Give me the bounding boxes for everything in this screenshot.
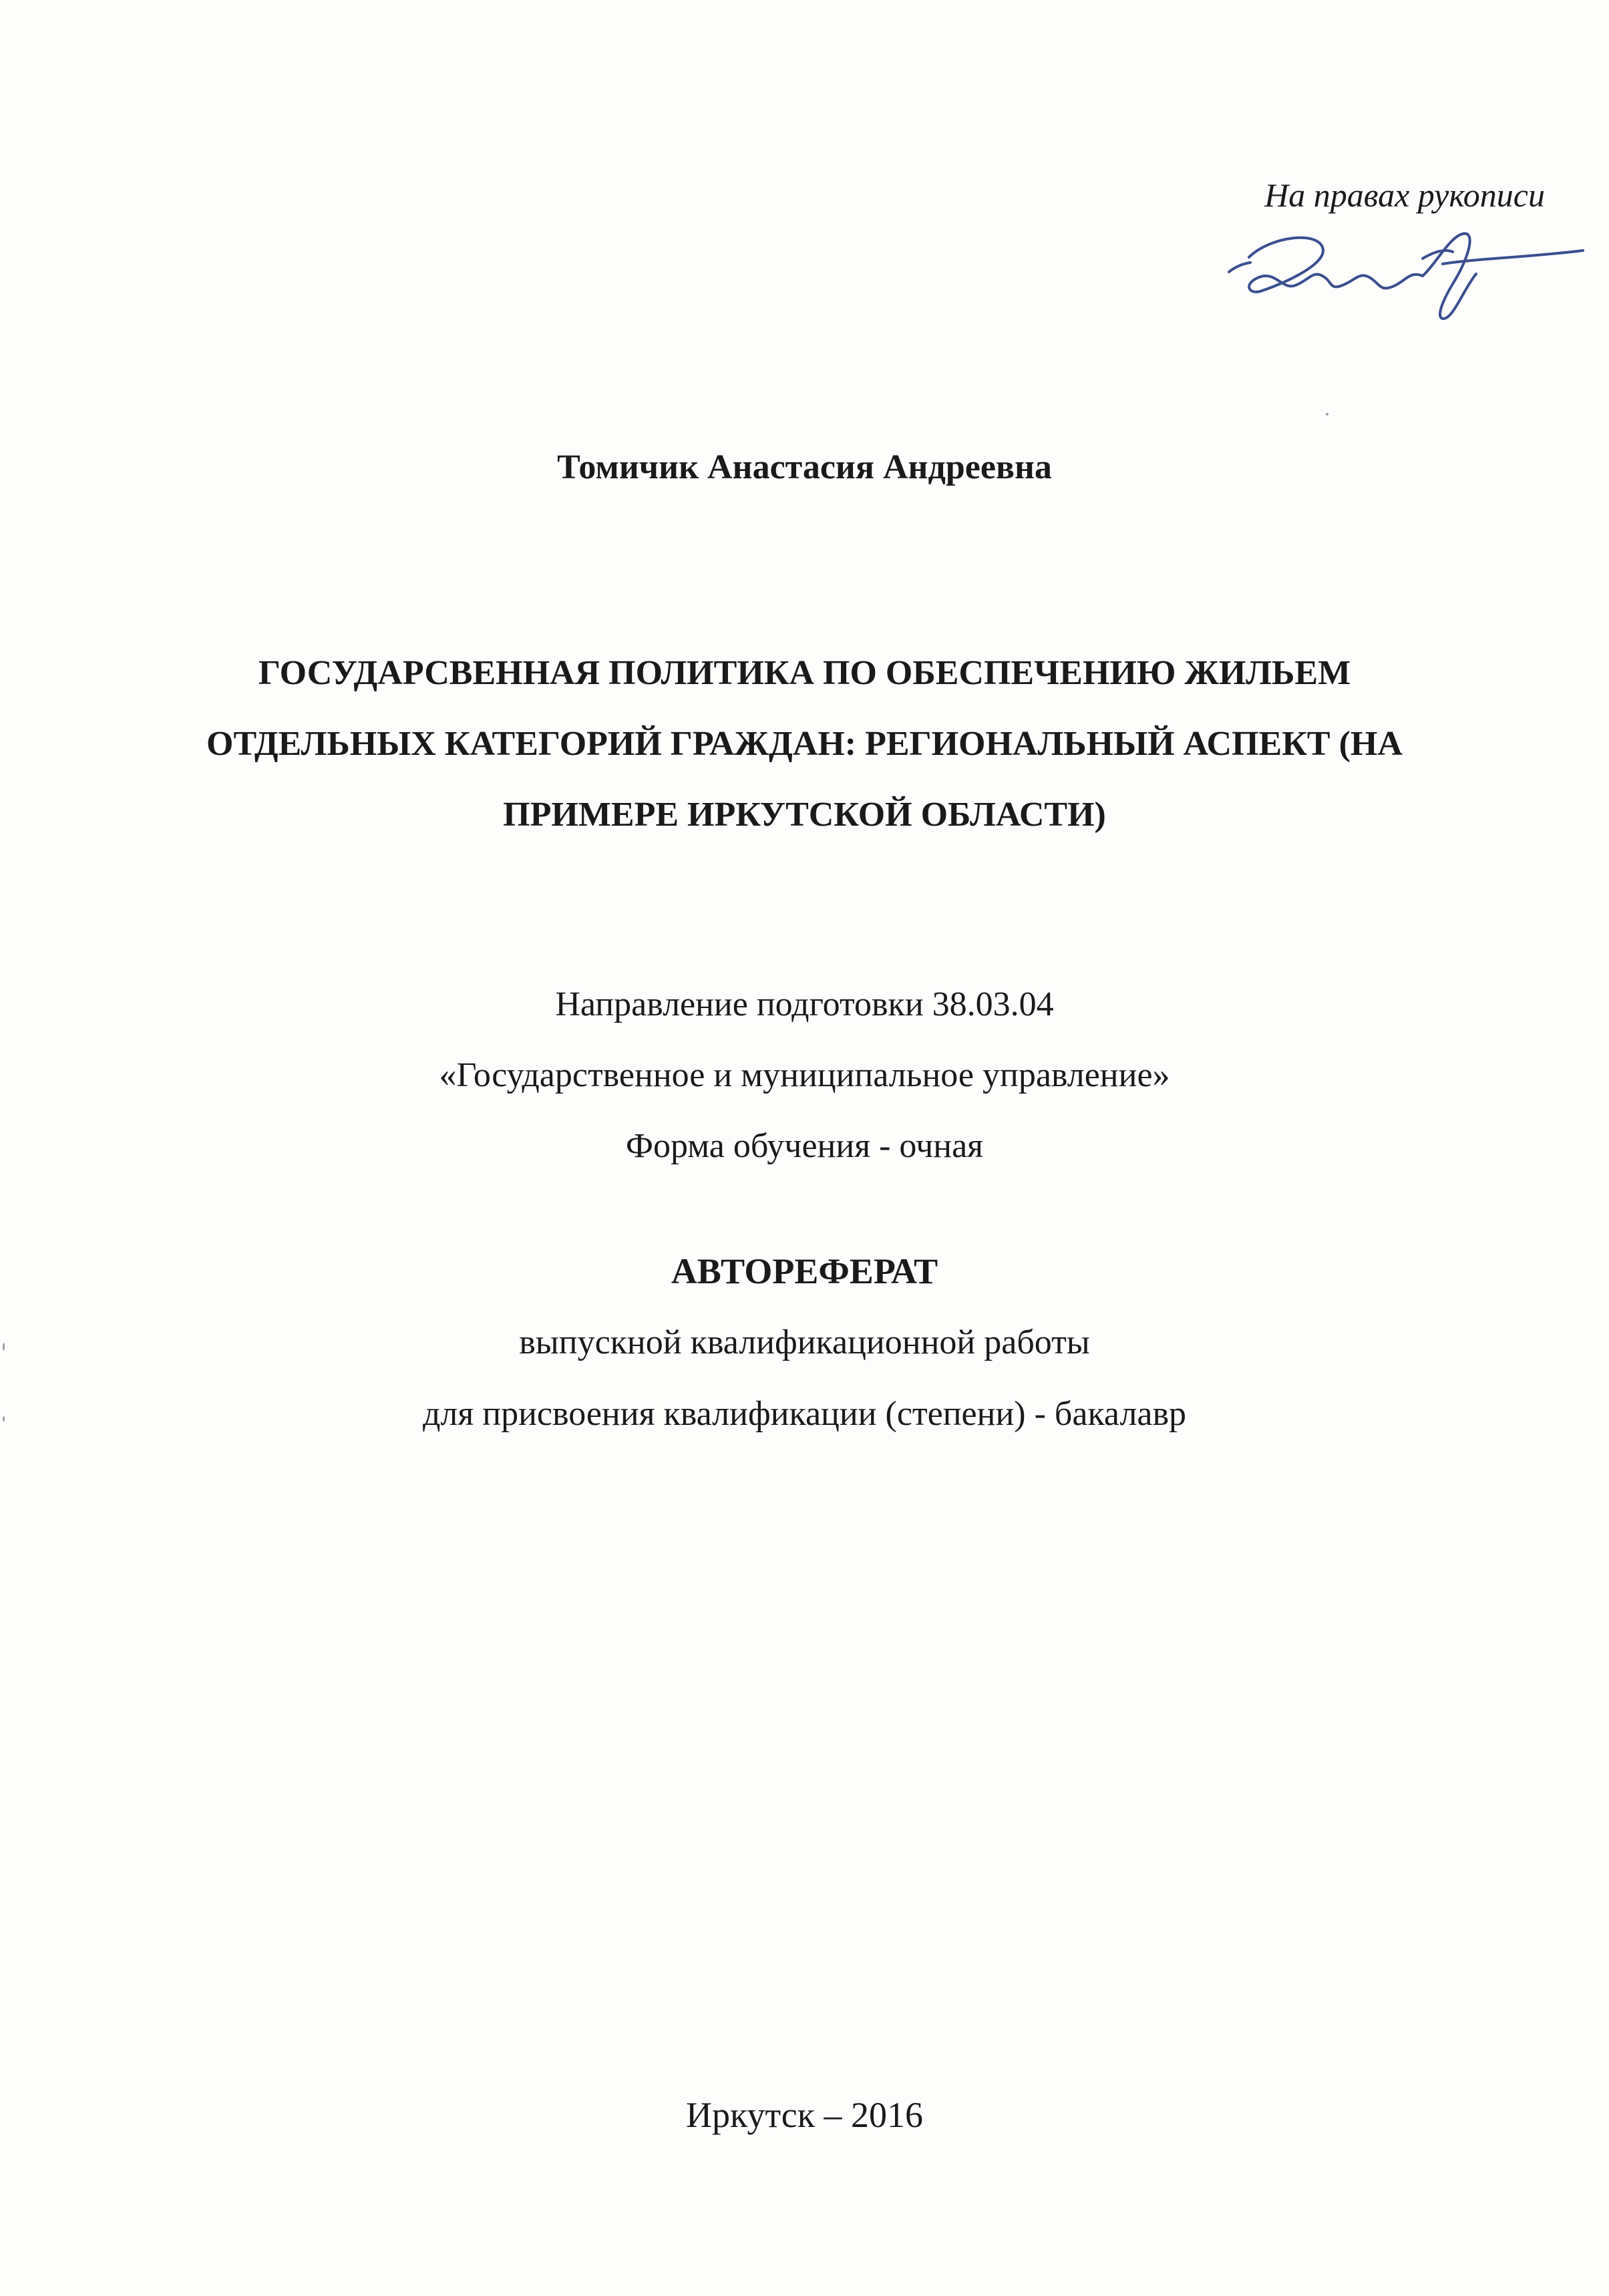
thesis-title-line: ПРИМЕРЕ ИРКУТСКОЙ ОБЛАСТИ): [503, 796, 1106, 834]
scan-speck: [3, 1343, 5, 1351]
thesis-title: [134, 638, 1475, 850]
thesis-title-line: ОТДЕЛЬНЫХ КАТЕГОРИЙ ГРАЖДАН: РЕГИОНАЛЬНЫЙ АСПЕКТ (НА: [206, 725, 1403, 763]
abstract-degree: для присвоения квалификации (степени) - бакалавр: [422, 1395, 1187, 1433]
scan-speck: [3, 1416, 5, 1422]
signature-icon: [1222, 210, 1596, 324]
study-form: Форма обучения - очная: [625, 1127, 984, 1165]
abstract-label: АВТОРЕФЕРАТ: [671, 1251, 938, 1291]
manuscript-note: На правах рукописи: [1264, 176, 1545, 214]
scan-speck: [1326, 413, 1328, 416]
footer-city-year: Иркутск – 2016: [686, 2095, 923, 2135]
thesis-title-line: ГОСУДАРСВЕННАЯ ПОЛИТИКА ПО ОБЕСПЕЧЕНИЮ ЖИЛЬЕМ: [258, 654, 1351, 692]
author-name: Томичик Анастасия Андреевна: [557, 448, 1052, 486]
abstract-work: выпускной квалификационной работы: [519, 1323, 1090, 1361]
study-specialty: «Государственное и муниципальное управление»: [439, 1056, 1170, 1094]
study-direction: Направление подготовки 38.03.04: [555, 985, 1054, 1023]
